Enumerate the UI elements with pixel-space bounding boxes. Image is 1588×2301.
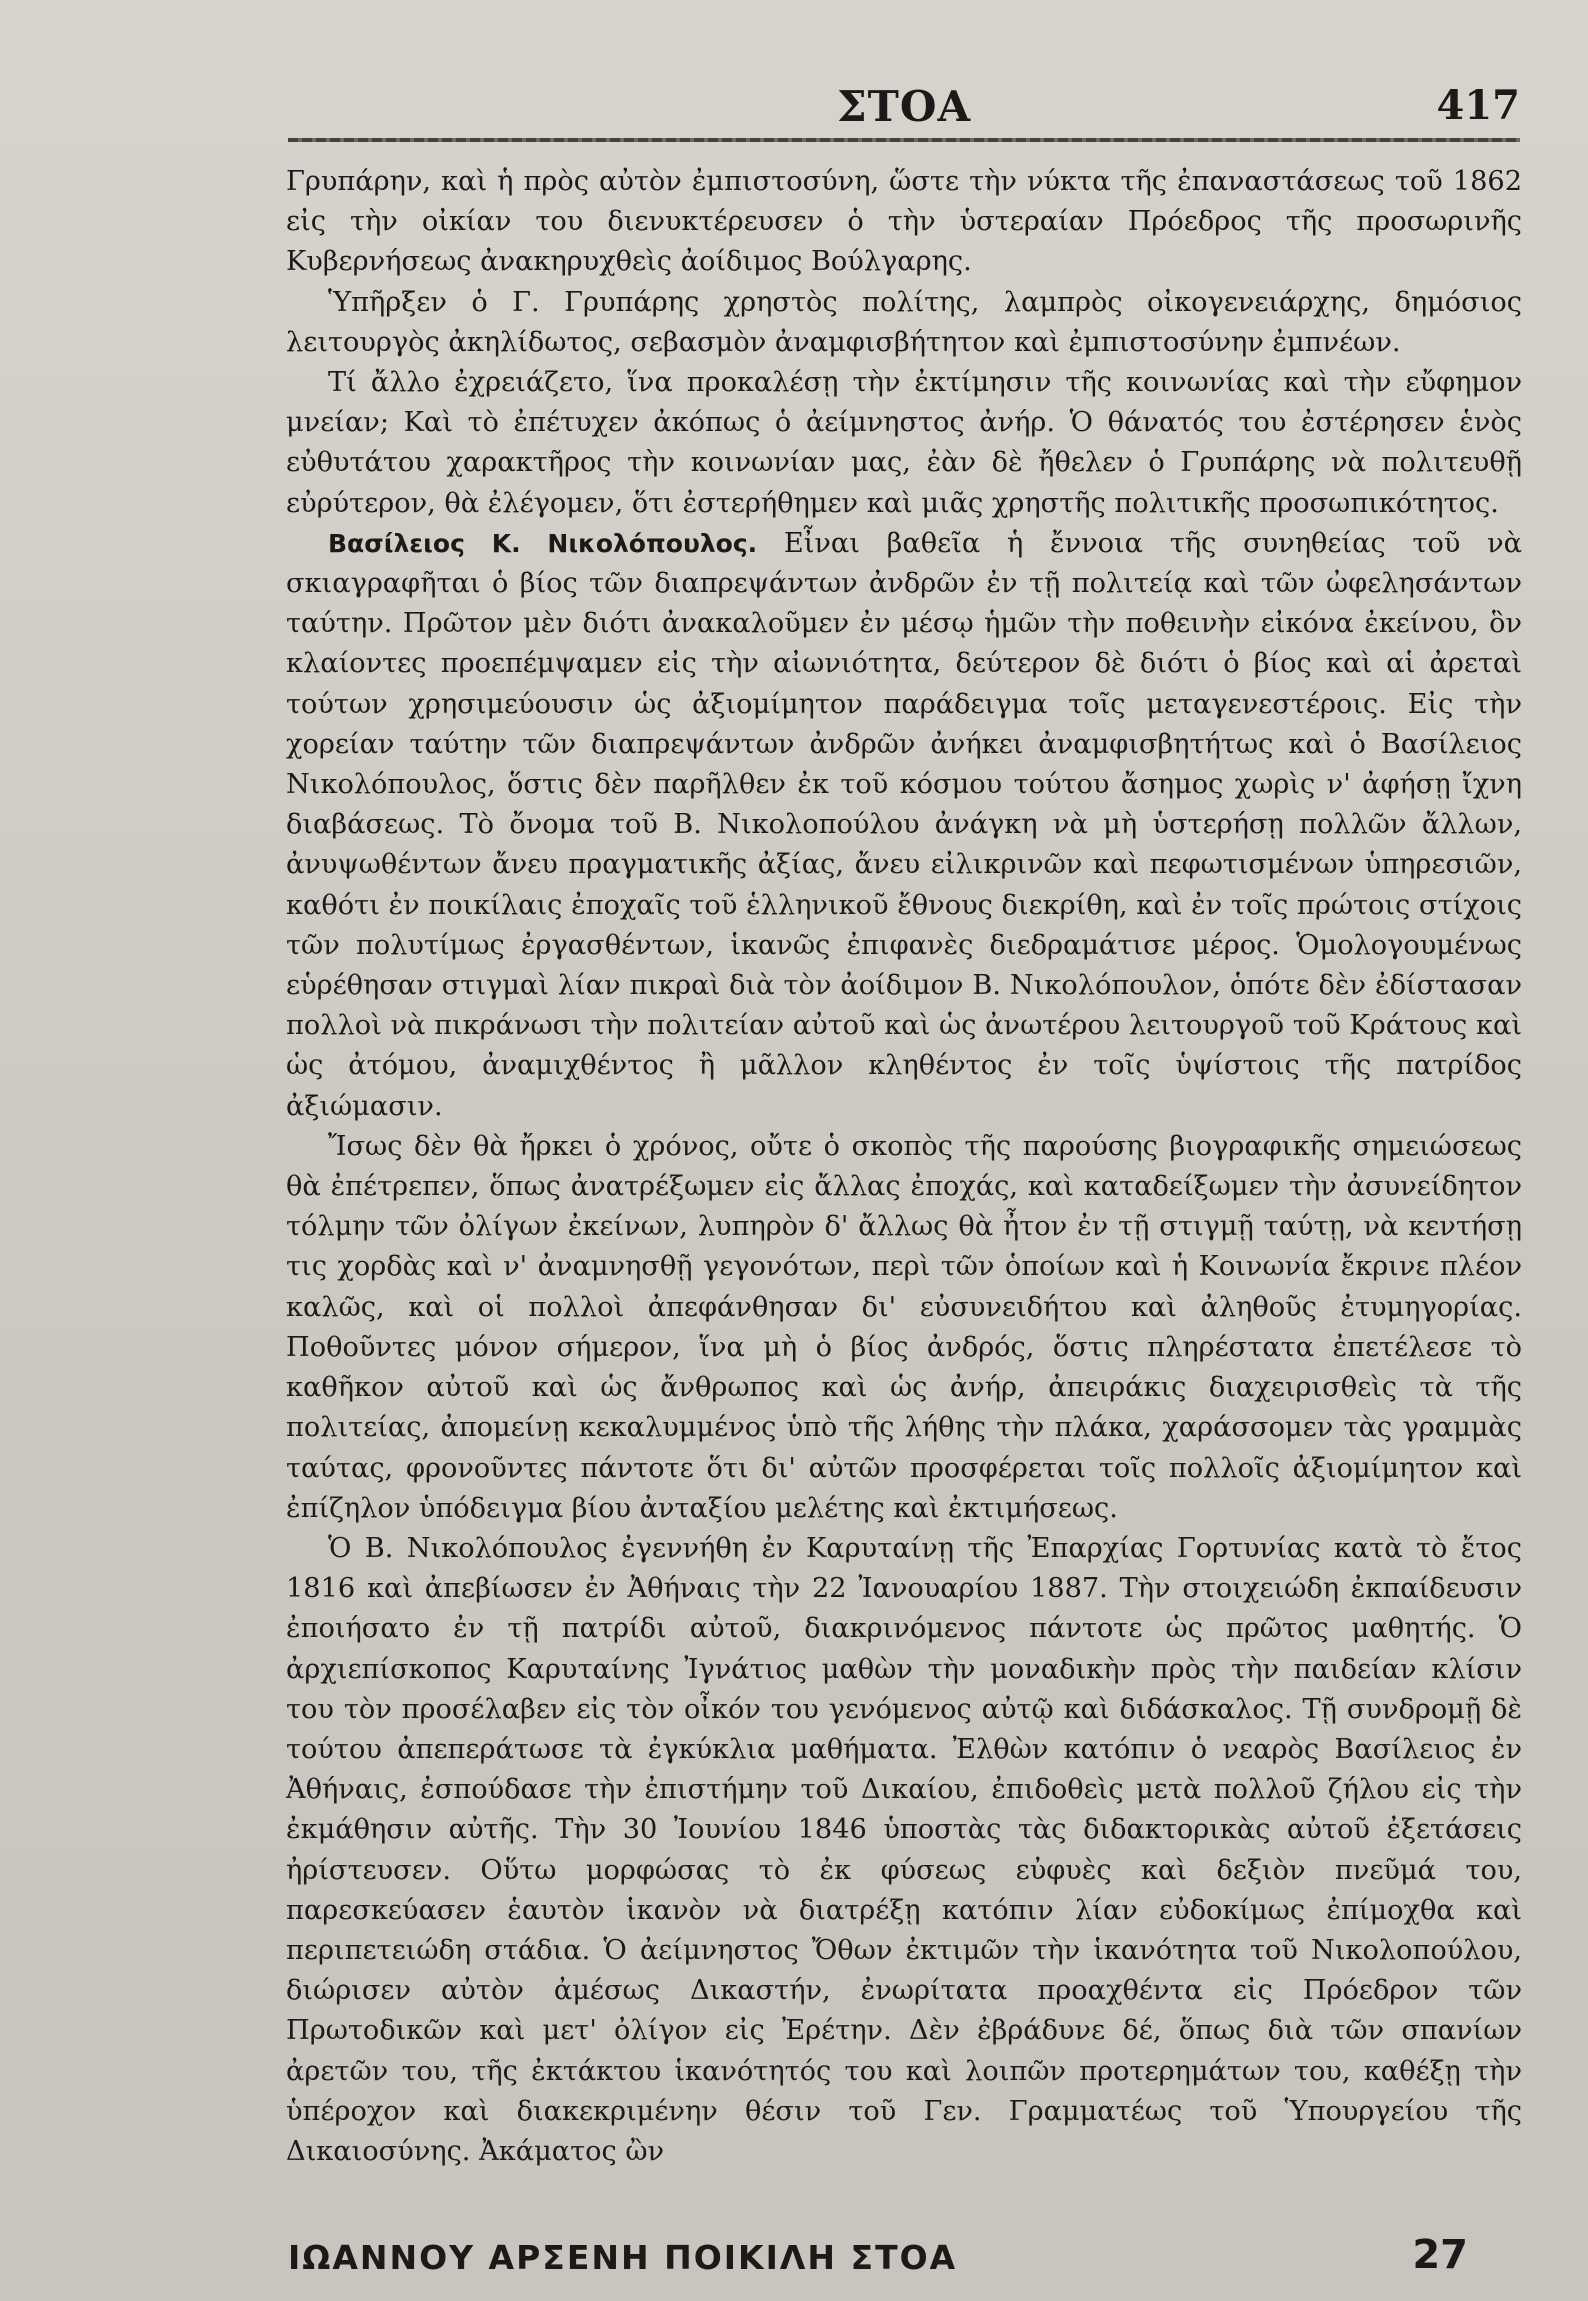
- paragraph-text: Εἶναι βαθεῖα ἡ ἔννοια τῆς συνηθείας τοῦ νὰ σκιαγραφῆται ὁ βίος τῶν διαπρεψάντων ἀνδρῶν ἐν τῇ πολιτείᾳ καὶ τῶν ὠφελησάντων ταύτην. Πρῶτον μὲν διότι ἀνακαλοῦμεν ἐν μέσῳ ἡμῶν τὴν ποθεινὴν εἰκόνα ἐκείνου, ὃν κλαίοντες προεπέμψαμεν εἰς τὴν αἰωνιότητα, δεύτερον δὲ διότι ὁ βίος καὶ αἱ ἀρεταὶ τούτων χρησιμεύουσιν ὡς ἀξιομίμητον παράδειγμα τοῖς μεταγενεστέροις. Εἰς τὴν χορείαν ταύτην τῶν διαπρεψάντων ἀνδρῶν ἀνήκει ἀναμφισβητήτως καὶ ὁ Βασίλειος Νικολόπουλος, ὅστις δὲν παρῆλθεν ἐκ τοῦ κόσμου τούτου ἄσημος χωρὶς ν' ἀφήσῃ ἴχνη διαβάσεως. Τὸ ὄνομα τοῦ Β. Νικολοπούλου ἀνάγκη νὰ μὴ ὑστερήσῃ πολλῶν ἄλλων, ἀνυψωθέντων ἄνευ πραγματικῆς ἀξίας, ἄνευ εἰλικρινῶν καὶ πεφωτισμένων ὑπηρεσιῶν, καθότι ἐν ποικίλαις ἐποχαῖς τοῦ ἑλληνικοῦ ἔθνους διεκρίθη, καὶ ἐν τοῖς πρώτοις στίχοις τῶν πολυτίμως ἐργασθέντων, ἱκανῶς ἐπιφανὲς διεδραμάτισε μέρος. Ὁμολογουμένως εὑρέθησαν στιγμαὶ λίαν πικραὶ διὰ τὸν ἀοίδιμον Β. Νικολόπουλον, ὁπότε δὲν ἐδίστασαν πολλοὶ νὰ πικράνωσι τὴν πολιτείαν αὐτοῦ καὶ ὡς ἀνωτέρου λειτουργοῦ τοῦ Κράτους καὶ ὡς ἀτόμου, ἀναμιχθέντος ἢ μᾶλλον κληθέντος ἐν τοῖς ὑψίστοις τῆς πατρίδος ἀξιώμασιν.: [286, 527, 1522, 1122]
- paragraph: Ὁ Β. Νικολόπουλος ἐγεννήθη ἐν Καρυταίνῃ τῆς Ἐπαρχίας Γορτυνίας κατὰ τὸ ἔτος 1816 καὶ ἀπεβίωσεν ἐν Ἀθήναις τὴν 22 Ἰανουαρίου 1887. Τὴν στοιχειώδη ἐκπαίδευσιν ἐποιήσατο ἐν τῇ πατρίδι αὐτοῦ, διακρινόμενος πάντοτε ὡς πρῶτος μαθητής. Ὁ ἀρχιεπίσκοπος Καρυταίνης Ἰγνάτιος μαθὼν τὴν μοναδικὴν πρὸς τὴν παιδείαν κλίσιν του τὸν προσέλαβεν εἰς τὸν οἶκόν του γενόμενος αὐτῷ καὶ διδάσκαλος. Τῇ συνδρομῇ δὲ τούτου ἀπεπεράτωσε τὰ ἐγκύκλια μαθήματα. Ἐλθὼν κατόπιν ὁ νεαρὸς Βασίλειος ἐν Ἀθήναις, ἐσπούδασε τὴν ἐπιστήμην τοῦ Δικαίου, ἐπιδοθεὶς μετὰ πολλοῦ ζήλου εἰς τὴν ἐκμάθησιν αὐτῆς. Τὴν 30 Ἰουνίου 1846 ὑποστὰς τὰς διδακτορικὰς αὐτοῦ ἐξετάσεις ἠρίστευσεν. Οὕτω μορφώσας τὸ ἐκ φύσεως εὐφυὲς καὶ δεξιὸν πνεῦμά του, παρεσκεύασεν ἑαυτὸν ἱκανὸν νὰ διατρέξῃ κατόπιν λίαν εὐδοκίμως ἐπίμοχθα καὶ περιπετειώδη στάδια. Ὁ ἀείμνηστος Ὄθων ἐκτιμῶν τὴν ἱκανότητα τοῦ Νικολοπούλου, διώρισεν αὐτὸν ἀμέσως Δικαστήν, ἐνωρίτατα προαχθέντα εἰς Πρόεδρον τῶν Πρωτοδικῶν καὶ μετ' ὀλίγον εἰς Ἐρέτην. Δὲν ἐβράδυνε δέ, ὅπως διὰ τῶν σπανίων ἀρετῶν του, τῆς ἐκτάκτου ἱκανότητός του καὶ λοιπῶν προτερημάτων του, καθέξῃ τὴν ὑπέροχον καὶ διακεκριμένην θέσιν τοῦ Γεν. Γραμματέως τοῦ Ὑπουργείου τῆς Δικαιοσύνης. Ἀκάματος ὢν: [286, 1532, 1522, 2167]
- paragraph: Τί ἄλλο ἐχρειάζετο, ἵνα προκαλέσῃ τὴν ἐκτίμησιν τῆς κοινωνίας καὶ τὴν εὔφημον μνείαν; Καὶ τὸ ἐπέτυχεν ἀκόπως ὁ ἀείμνηστος ἀνήρ. Ὁ θάνατός του ἐστέρησεν ἑνὸς εὐθυτάτου χαρακτῆρος τὴν κοινωνίαν μας, ἐὰν δὲ ἤθελεν ὁ Γρυπάρης νὰ πολιτευθῇ εὐρύτερον, θὰ ἐλέγομεν, ὅτι ἐστερήθημεν καὶ μιᾶς χρηστῆς πολιτικῆς προσωπικότητος.: [286, 367, 1522, 519]
- page-number: 417: [1436, 82, 1520, 129]
- section-name: Βασίλειος Κ. Νικολόπουλος.: [328, 528, 758, 558]
- paragraph: Ὑπῆρξεν ὁ Γ. Γρυπάρης χρηστὸς πολίτης, λαμπρὸς οἰκογενειάρχης, δημόσιος λειτουργὸς ἀκηλίδωτος, σεβασμὸν ἀναμφισβήτητον καὶ ἐμπιστοσύνην ἐμπνέων.: [286, 286, 1522, 358]
- running-title: ΣΤΟΑ: [836, 82, 972, 131]
- paragraph: Ἴσως δὲν θὰ ἤρκει ὁ χρόνος, οὔτε ὁ σκοπὸς τῆς παρούσης βιογραφικῆς σημειώσεως θὰ ἐπέτρεπεν, ὅπως ἀνατρέξωμεν εἰς ἄλλας ἐποχάς, καὶ καταδείξωμεν τὴν ἀσυνείδητον τόλμην τῶν ὀλίγων ἐκείνων, λυπηρὸν δ' ἄλλως θὰ ἦτον ἐν τῇ στιγμῇ ταύτῃ, νὰ κεντήσῃ τις χορδὰς καὶ ν' ἀναμνησθῇ γεγονότων, περὶ τῶν ὁποίων καὶ ἡ Κοινωνία ἔκρινε πλέον καλῶς, καὶ οἱ πολλοὶ ἀπεφάνθησαν δι' εὐσυνειδήτου καὶ ἀληθοῦς ἐτυμηγορίας. Ποθοῦντες μόνον σήμερον, ἵνα μὴ ὁ βίος ἀνδρός, ὅστις πληρέστατα ἐπετέλεσε τὸ καθῆκον αὐτοῦ καὶ ὡς ἄνθρωπος καὶ ὡς ἀνήρ, ἀπειράκις διαχειρισθεὶς τὰ τῆς πολιτείας, ἀπομείνῃ κεκαλυμμένος ὑπὸ τῆς λήθης τὴν πλάκα, χαράσσομεν τὰς γραμμὰς ταύτας, φρονοῦντες πάντοτε ὅτι δι' αὐτῶν προσφέρεται τοῖς πολλοῖς ἀξιομίμητον καὶ ἐπίζηλον ὑπόδειγμα βίου ἀνταξίου μελέτης καὶ ἐκτιμήσεως.: [286, 1130, 1522, 1524]
- paragraph: Γρυπάρην, καὶ ἡ πρὸς αὐτὸν ἐμπιστοσύνη, ὥστε τὴν νύκτα τῆς ἐπαναστάσεως τοῦ 1862 εἰς τὴν οἰκίαν του διενυκτέρευσεν ὁ τὴν ὑστεραίαν Πρόεδρος τῆς προσωρινῆς Κυβερνήσεως ἀνακηρυχθεὶς ἀοίδιμος Βούλγαρης.: [286, 166, 1522, 278]
- body-text: [286, 162, 1522, 2172]
- footer-title: ΙΩΑΝΝΟΥ ΑΡΣΕΝΗ ΠΟΙΚΙΛΗ ΣΤΟΑ: [288, 2238, 958, 2277]
- paragraph: [286, 524, 1522, 1127]
- page-header: [288, 82, 1520, 138]
- page-footer: [288, 2232, 1520, 2282]
- header-rule: [288, 138, 1520, 142]
- signature-mark: 27: [1412, 2232, 1468, 2278]
